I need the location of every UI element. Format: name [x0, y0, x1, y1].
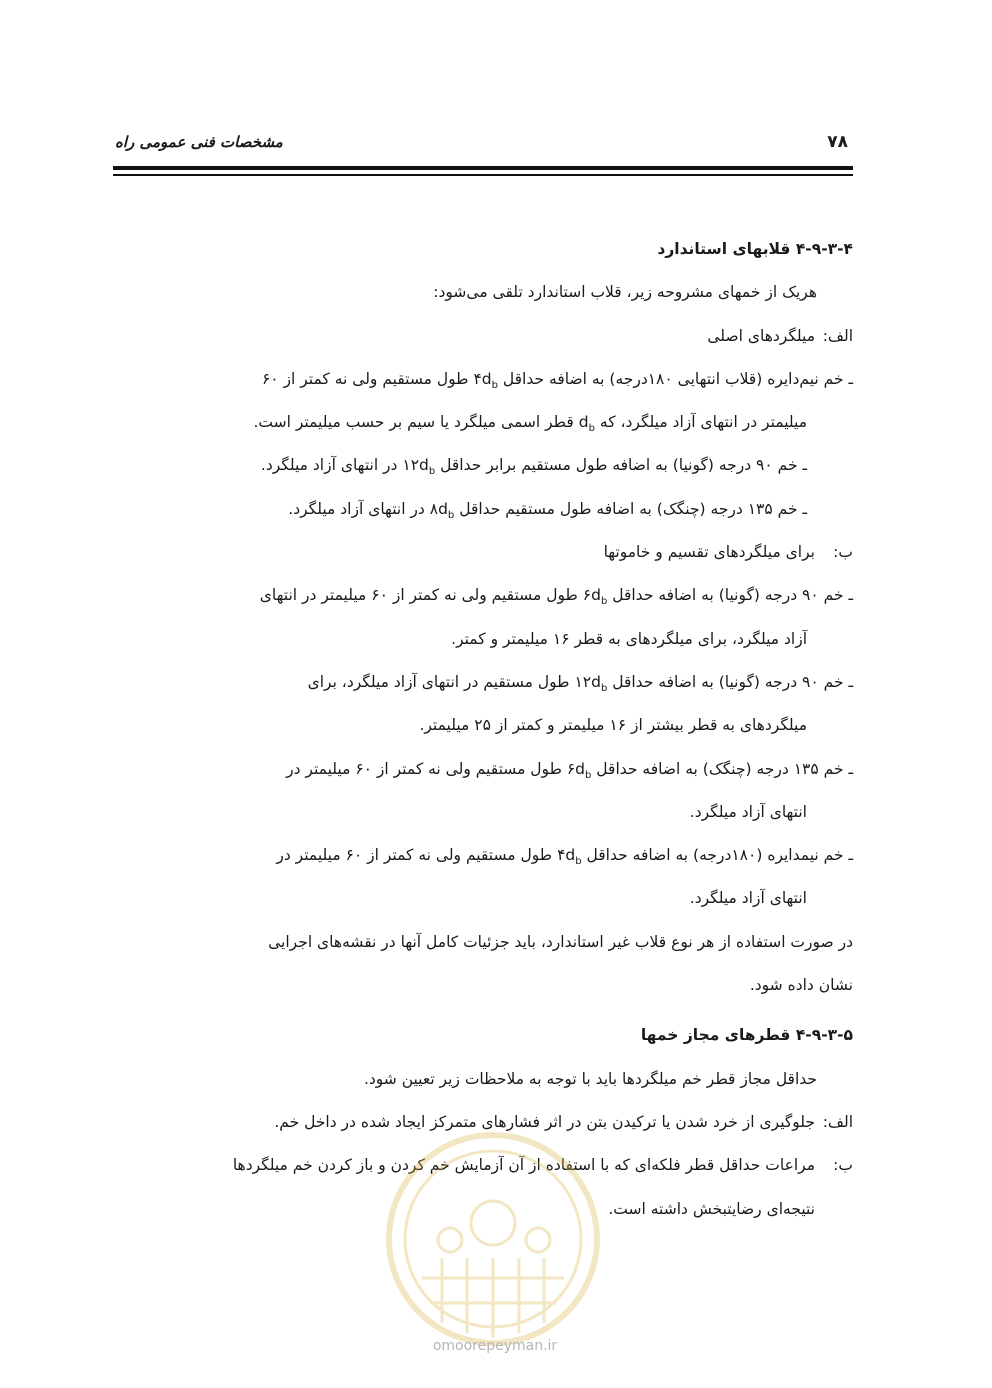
- list-item-b2-cont: میلگردهای به قطر بیشتر از ۱۶ میلیمتر و کمتر از ۲۵ میلیمتر.: [419, 716, 807, 735]
- list-b-title-text: برای میلگردهای تقسیم و خاموتها: [603, 543, 815, 562]
- body-text: [113, 228, 853, 1231]
- list-b-title: [113, 531, 853, 574]
- list-a-title: [113, 315, 853, 358]
- list-item-b1-cont: آزاد میلگرد، برای میلگردهای به قطر ۱۶ میلیمتر و کمتر.: [451, 629, 807, 648]
- header-rule-thin: [113, 174, 853, 176]
- section2-item-b-line1: مراعات حداقل قطر فلکه‌ای که با استفاده از آن آزمایش خم کردن و باز کردن خم میلگردها: [232, 1156, 815, 1175]
- list-item-a2: ـ خم ۹۰ درجه (گونیا) به اضافه طول مستقیم برابر حداقل $۱۲d_b$ در انتهای آزاد میلگرد.: [260, 456, 807, 478]
- list-item-a3: ـ خم ۱۳۵ درجه (چنگک) به اضافه طول مستقیم حداقل $۸d_b$ در انتهای آزاد میلگرد.: [288, 499, 807, 521]
- header-rule-thick: [113, 166, 853, 170]
- list-marker-alef: الف:: [822, 1112, 853, 1131]
- page-number: ۷۸: [827, 132, 848, 152]
- section-heading-bend-diameters: ۴-۹-۳-۵ قطرهای مجاز خمها: [640, 1026, 853, 1045]
- list-item-a1: ـ خم نیم‌دایره (قلاب انتهایی ۱۸۰درجه) به اضافه حداقل $۴d_b$ طول مستقیم ولی نه کمتر از ۶۰: [261, 369, 853, 391]
- section-intro: هریک از خمهای مشروحه زیر، قلاب استاندارد تلقی می‌شود:: [433, 283, 817, 302]
- closing-paragraph: در صورت استفاده از هر نوع قلاب غیر استاندارد، باید جزئیات کامل آنها در نقشه‌های اجرایی: [268, 932, 853, 951]
- closing-paragraph-cont: نشان داده شود.: [749, 976, 853, 995]
- section-heading-standard-hooks: ۴-۹-۳-۴ قلابهای استاندارد: [657, 240, 853, 258]
- list-marker-be: ب:: [833, 1156, 853, 1175]
- list-item-b4: ـ خم نیمدایره (۱۸۰درجه) به اضافه حداقل $۴d_b$ طول مستقیم ولی نه کمتر از ۶۰ میلیمتر در: [276, 846, 853, 868]
- list-marker-be: ب:: [833, 543, 853, 562]
- list-item-b2: ـ خم ۹۰ درجه (گونیا) به اضافه حداقل $۱۲d_b$ طول مستقیم در انتهای آزاد میلگرد، برای: [307, 672, 853, 695]
- list-item-b4-cont: انتهای آزاد میلگرد.: [689, 889, 807, 908]
- list-item-b3: ـ خم ۱۳۵ درجه (چنگک) به اضافه حداقل $۶d_b$ طول مستقیم ولی نه کمتر از ۶۰ میلیمتر در: [286, 759, 853, 781]
- watermark-seal-icon: [382, 1128, 604, 1350]
- section2-item-b-line2: نتیجه‌ای رضایتبخش داشته است.: [608, 1199, 815, 1218]
- list-item-b3-cont: انتهای آزاد میلگرد.: [689, 802, 807, 821]
- section2-item-a-text: جلوگیری از خرد شدن یا ترکیدن بتن در اثر فشارهای متمرکز ایجاد شده در داخل خم.: [274, 1112, 815, 1131]
- list-marker-alef: الف:: [822, 326, 853, 345]
- running-header-title: مشخصات فنی عمومی راه: [115, 133, 283, 151]
- list-item-a1-cont: میلیمتر در انتهای آزاد میلگرد، که $d_b$ قطر اسمی میلگرد یا سیم بر حسب میلیمتر است.: [253, 413, 807, 435]
- section2-intro: حداقل مجاز قطر خم میلگردها باید با توجه به ملاحظات زیر تعیین شود.: [363, 1069, 817, 1088]
- watermark-url: omoorepeyman.ir: [432, 1338, 558, 1354]
- list-a-title-text: میلگردهای اصلی: [707, 326, 815, 345]
- list-item-b1: ـ خم ۹۰ درجه (گونیا) به اضافه حداقل $۶d_b$ طول مستقیم ولی نه کمتر از ۶۰ میلیمتر در انتهای: [259, 586, 853, 608]
